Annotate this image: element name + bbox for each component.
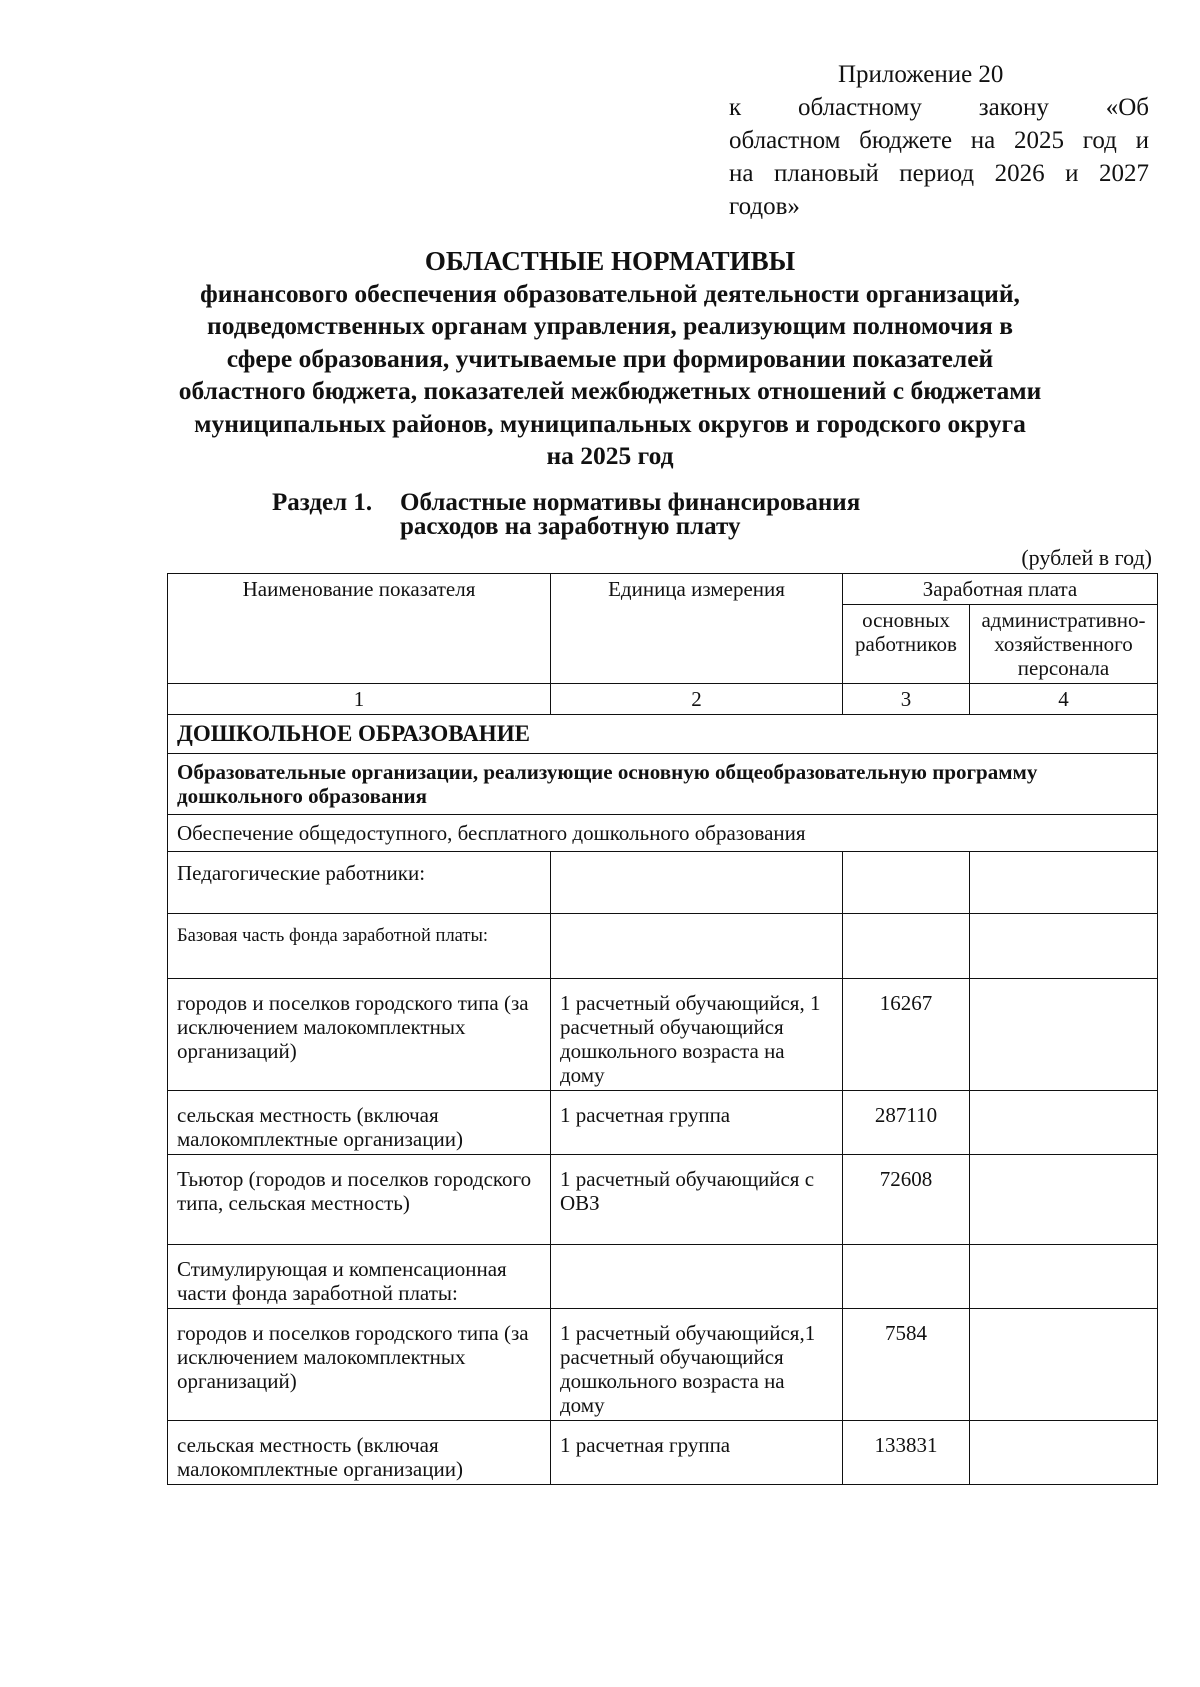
row-admin-value xyxy=(970,1309,1158,1421)
appendix-line-3: на плановый период 2026 и 2027 xyxy=(729,160,1149,187)
row-main-value xyxy=(843,914,970,979)
row-main-value: 287110 xyxy=(843,1091,970,1155)
section-title: ДОШКОЛЬНОЕ ОБРАЗОВАНИЕ xyxy=(168,715,1158,754)
row-unit xyxy=(551,914,843,979)
heading-line-1: финансового обеспечения образовательной деятельности организаций, xyxy=(200,278,1020,308)
row-admin-value xyxy=(970,1421,1158,1485)
row-name: сельская местность (включая малокомплектные организации) xyxy=(168,1091,551,1155)
heading-line-4: областного бюджета, показателей межбюджетных отношений с бюджетами xyxy=(178,376,1042,405)
table-row xyxy=(168,1245,1158,1309)
row-name: городов и поселков городского типа (за исключением малокомплектных организаций) xyxy=(168,1309,551,1421)
row-unit: 1 расчетный обучающийся с ОВЗ xyxy=(551,1155,843,1245)
column-number: 1 xyxy=(168,684,551,715)
table-row xyxy=(168,1421,1158,1485)
heading-line-5: муниципальных районов, муниципальных округов и городского округа xyxy=(194,408,1026,438)
provision-title-row xyxy=(168,815,1158,852)
row-admin-value xyxy=(970,1245,1158,1309)
appendix-line-1 xyxy=(729,91,1149,124)
row-admin-value xyxy=(970,979,1158,1091)
table-row xyxy=(168,914,1158,979)
row-unit: 1 расчетная группа xyxy=(551,1421,843,1485)
norms-table xyxy=(167,573,1158,1485)
header-salary: Заработная плата xyxy=(843,574,1158,605)
row-name: городов и поселков городского типа (за исключением малокомплектных организаций) xyxy=(168,979,551,1091)
row-unit: 1 расчетный обучающийся, 1 расчетный обучающийся дошкольного возраста на дому xyxy=(551,979,843,1091)
row-main-value: 133831 xyxy=(843,1421,970,1485)
row-admin-value xyxy=(970,914,1158,979)
row-name: Базовая часть фонда заработной платы: xyxy=(168,914,551,979)
section-title-line-2: расходов на заработную плату xyxy=(400,513,741,540)
row-unit xyxy=(551,1245,843,1309)
header-name: Наименование показателя xyxy=(168,574,551,684)
org-title-row xyxy=(168,754,1158,815)
row-main-value: 16267 xyxy=(843,979,970,1091)
appendix-word: к xyxy=(729,94,742,121)
row-name: Стимулирующая и компенсационная части фонда заработной платы: xyxy=(168,1245,551,1309)
document-heading xyxy=(150,245,1070,473)
row-admin-value xyxy=(970,1155,1158,1245)
heading-line-3: сфере образования, учитываемые при формировании показателей xyxy=(226,343,994,373)
header-main-staff: основных работников xyxy=(843,605,970,684)
row-name: Тьютор (городов и поселков городского типа, сельская местность) xyxy=(168,1155,551,1245)
table-row xyxy=(168,1091,1158,1155)
section-title-row xyxy=(168,715,1158,754)
column-number: 4 xyxy=(970,684,1158,715)
section-heading xyxy=(272,491,860,539)
appendix-line-2: областном бюджете на 2025 год и xyxy=(729,127,1149,154)
row-name: сельская местность (включая малокомплектные организации) xyxy=(168,1421,551,1485)
provision-title: Обеспечение общедоступного, бесплатного дошкольного образования xyxy=(168,815,1158,852)
appendix-line-4: годов» xyxy=(729,193,800,220)
appendix-word: закону xyxy=(978,94,1049,121)
row-main-value: 7584 xyxy=(843,1309,970,1421)
row-unit xyxy=(551,852,843,914)
table-row xyxy=(168,979,1158,1091)
column-numbers-row xyxy=(168,684,1158,715)
header-unit: Единица измерения xyxy=(551,574,843,684)
appendix-word: «Об xyxy=(1105,94,1150,121)
row-name: Педагогические работники: xyxy=(168,852,551,914)
heading-line-6: на 2025 год xyxy=(546,441,674,470)
units-note: (рублей в год) xyxy=(1021,545,1152,570)
row-main-value xyxy=(843,852,970,914)
header-admin-staff: административно-хозяйственного персонала xyxy=(970,605,1158,684)
row-main-value: 72608 xyxy=(843,1155,970,1245)
org-title: Образовательные организации, реализующие основную общеобразовательную программу дошкольного образования xyxy=(168,754,1158,815)
table-row xyxy=(168,1155,1158,1245)
row-admin-value xyxy=(970,1091,1158,1155)
heading-line-2: подведомственных органам управления, реализующим полномочия в xyxy=(207,311,1013,340)
appendix-word: областному xyxy=(797,94,922,121)
appendix-title: Приложение 20 xyxy=(838,61,1004,88)
row-unit: 1 расчетный обучающийся,1 расчетный обучающийся дошкольного возраста на дому xyxy=(551,1309,843,1421)
table-header-row xyxy=(168,574,1158,605)
row-admin-value xyxy=(970,852,1158,914)
document-title: ОБЛАСТНЫЕ НОРМАТИВЫ xyxy=(424,246,796,276)
column-number: 2 xyxy=(551,684,843,715)
row-unit: 1 расчетная группа xyxy=(551,1091,843,1155)
row-main-value xyxy=(843,1245,970,1309)
column-number: 3 xyxy=(843,684,970,715)
table-row xyxy=(168,1309,1158,1421)
table-row xyxy=(168,852,1158,914)
appendix-reference xyxy=(729,58,1149,223)
section-title-line-1: Областные нормативы финансирования xyxy=(400,489,861,516)
section-number: Раздел 1. xyxy=(272,489,373,516)
